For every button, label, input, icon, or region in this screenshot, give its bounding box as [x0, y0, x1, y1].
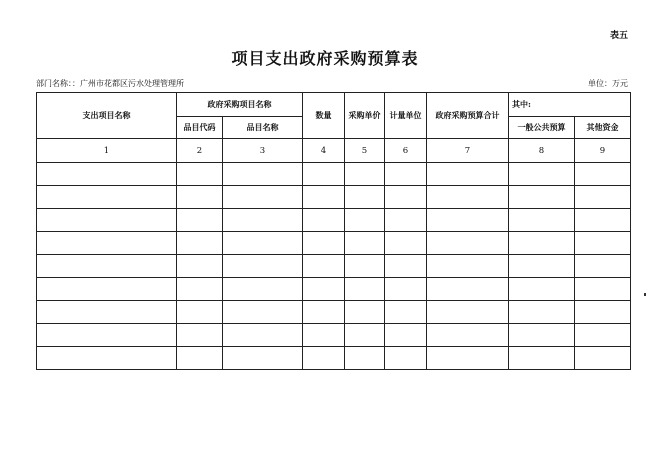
- table-cell: [223, 301, 303, 324]
- column-number: 6: [385, 139, 427, 163]
- table-cell: [37, 255, 177, 278]
- table-cell: [37, 232, 177, 255]
- table-cell: [575, 209, 631, 232]
- table-cell: [223, 278, 303, 301]
- table-cell: [385, 301, 427, 324]
- header-measure-unit: 计量单位: [385, 93, 427, 139]
- table-cell: [223, 255, 303, 278]
- header-catalog-code: 品目代码: [177, 117, 223, 139]
- table-cell: [303, 301, 345, 324]
- table-cell: [177, 278, 223, 301]
- table-cell: [303, 255, 345, 278]
- table-row: [37, 186, 631, 209]
- table-cell: [303, 347, 345, 370]
- table-cell: [37, 163, 177, 186]
- table-cell: [427, 278, 509, 301]
- table-cell: [427, 209, 509, 232]
- table-cell: [223, 232, 303, 255]
- table-cell: [575, 186, 631, 209]
- table-cell: [223, 347, 303, 370]
- table-row: [37, 324, 631, 347]
- table-cell: [177, 301, 223, 324]
- table-cell: [223, 209, 303, 232]
- table-cell: [509, 163, 575, 186]
- table-cell: [385, 347, 427, 370]
- table-cell: [177, 347, 223, 370]
- table-cell: [575, 278, 631, 301]
- header-of-which: 其中:: [509, 93, 631, 117]
- table-row: [37, 301, 631, 324]
- table-cell: [509, 301, 575, 324]
- header-unit-price: 采购单价: [345, 93, 385, 139]
- table-cell: [177, 186, 223, 209]
- table-cell: [385, 186, 427, 209]
- table-cell: [345, 232, 385, 255]
- header-total: 政府采购预算合计: [427, 93, 509, 139]
- table-row: [37, 232, 631, 255]
- table-cell: [345, 255, 385, 278]
- table-cell: [177, 163, 223, 186]
- table-cell: [427, 324, 509, 347]
- table-cell: [223, 163, 303, 186]
- table-cell: [37, 324, 177, 347]
- header-item-name: 支出项目名称: [37, 93, 177, 139]
- table-cell: [345, 163, 385, 186]
- table-cell: [345, 324, 385, 347]
- header-general-budget: 一般公共预算: [509, 117, 575, 139]
- table-cell: [385, 232, 427, 255]
- table-cell: [575, 232, 631, 255]
- table-cell: [303, 209, 345, 232]
- table-cell: [427, 186, 509, 209]
- header-procurement-item: 政府采购项目名称: [177, 93, 303, 117]
- column-number: 9: [575, 139, 631, 163]
- table-cell: [575, 324, 631, 347]
- table-cell: [427, 347, 509, 370]
- table-cell: [509, 209, 575, 232]
- column-number: 5: [345, 139, 385, 163]
- table-cell: [575, 163, 631, 186]
- table-cell: [345, 347, 385, 370]
- table-row: [37, 278, 631, 301]
- table-cell: [223, 186, 303, 209]
- table-cell: [303, 278, 345, 301]
- table-cell: [345, 186, 385, 209]
- column-number: 8: [509, 139, 575, 163]
- table-cell: [177, 255, 223, 278]
- table-cell: [427, 255, 509, 278]
- budget-table: [36, 92, 631, 370]
- column-number: 7: [427, 139, 509, 163]
- table-cell: [385, 278, 427, 301]
- header-catalog-name: 品目名称: [223, 117, 303, 139]
- table-cell: [575, 255, 631, 278]
- column-number: 4: [303, 139, 345, 163]
- table-cell: [575, 347, 631, 370]
- header-quantity: 数量: [303, 93, 345, 139]
- table-cell: [509, 347, 575, 370]
- table-cell: [37, 186, 177, 209]
- column-number: 1: [37, 139, 177, 163]
- table-cell: [37, 347, 177, 370]
- table-row: [37, 163, 631, 186]
- table-row: [37, 209, 631, 232]
- table-cell: [37, 278, 177, 301]
- scan-mark: [644, 293, 646, 296]
- table-cell: [385, 324, 427, 347]
- page-title: 项目支出政府采购预算表: [231, 49, 419, 68]
- unit-label: 单位：万元: [588, 79, 628, 88]
- table-cell: [427, 301, 509, 324]
- column-number: 2: [177, 139, 223, 163]
- table-cell: [303, 324, 345, 347]
- column-number-row: [37, 139, 631, 163]
- table-cell: [385, 163, 427, 186]
- table-cell: [575, 301, 631, 324]
- table-cell: [509, 278, 575, 301]
- data-rows: [37, 163, 631, 370]
- department-name: 部门名称：：广州市花都区污水处理管理所: [36, 79, 184, 88]
- table-cell: [345, 278, 385, 301]
- table-cell: [427, 232, 509, 255]
- table-cell: [385, 255, 427, 278]
- table-cell: [37, 301, 177, 324]
- table-cell: [177, 232, 223, 255]
- table-cell: [223, 324, 303, 347]
- table-cell: [303, 163, 345, 186]
- table-cell: [345, 301, 385, 324]
- table-cell: [385, 209, 427, 232]
- table-cell: [509, 324, 575, 347]
- table-cell: [303, 186, 345, 209]
- table-cell: [427, 163, 509, 186]
- table-number: 表五: [609, 31, 628, 41]
- table-cell: [177, 209, 223, 232]
- table-cell: [509, 255, 575, 278]
- table-cell: [345, 209, 385, 232]
- table-row: [37, 347, 631, 370]
- table-cell: [37, 209, 177, 232]
- table-row: [37, 255, 631, 278]
- table-cell: [303, 232, 345, 255]
- header-other-funds: 其他资金: [575, 117, 631, 139]
- table-cell: [177, 324, 223, 347]
- table-cell: [509, 186, 575, 209]
- column-number: 3: [223, 139, 303, 163]
- table-cell: [509, 232, 575, 255]
